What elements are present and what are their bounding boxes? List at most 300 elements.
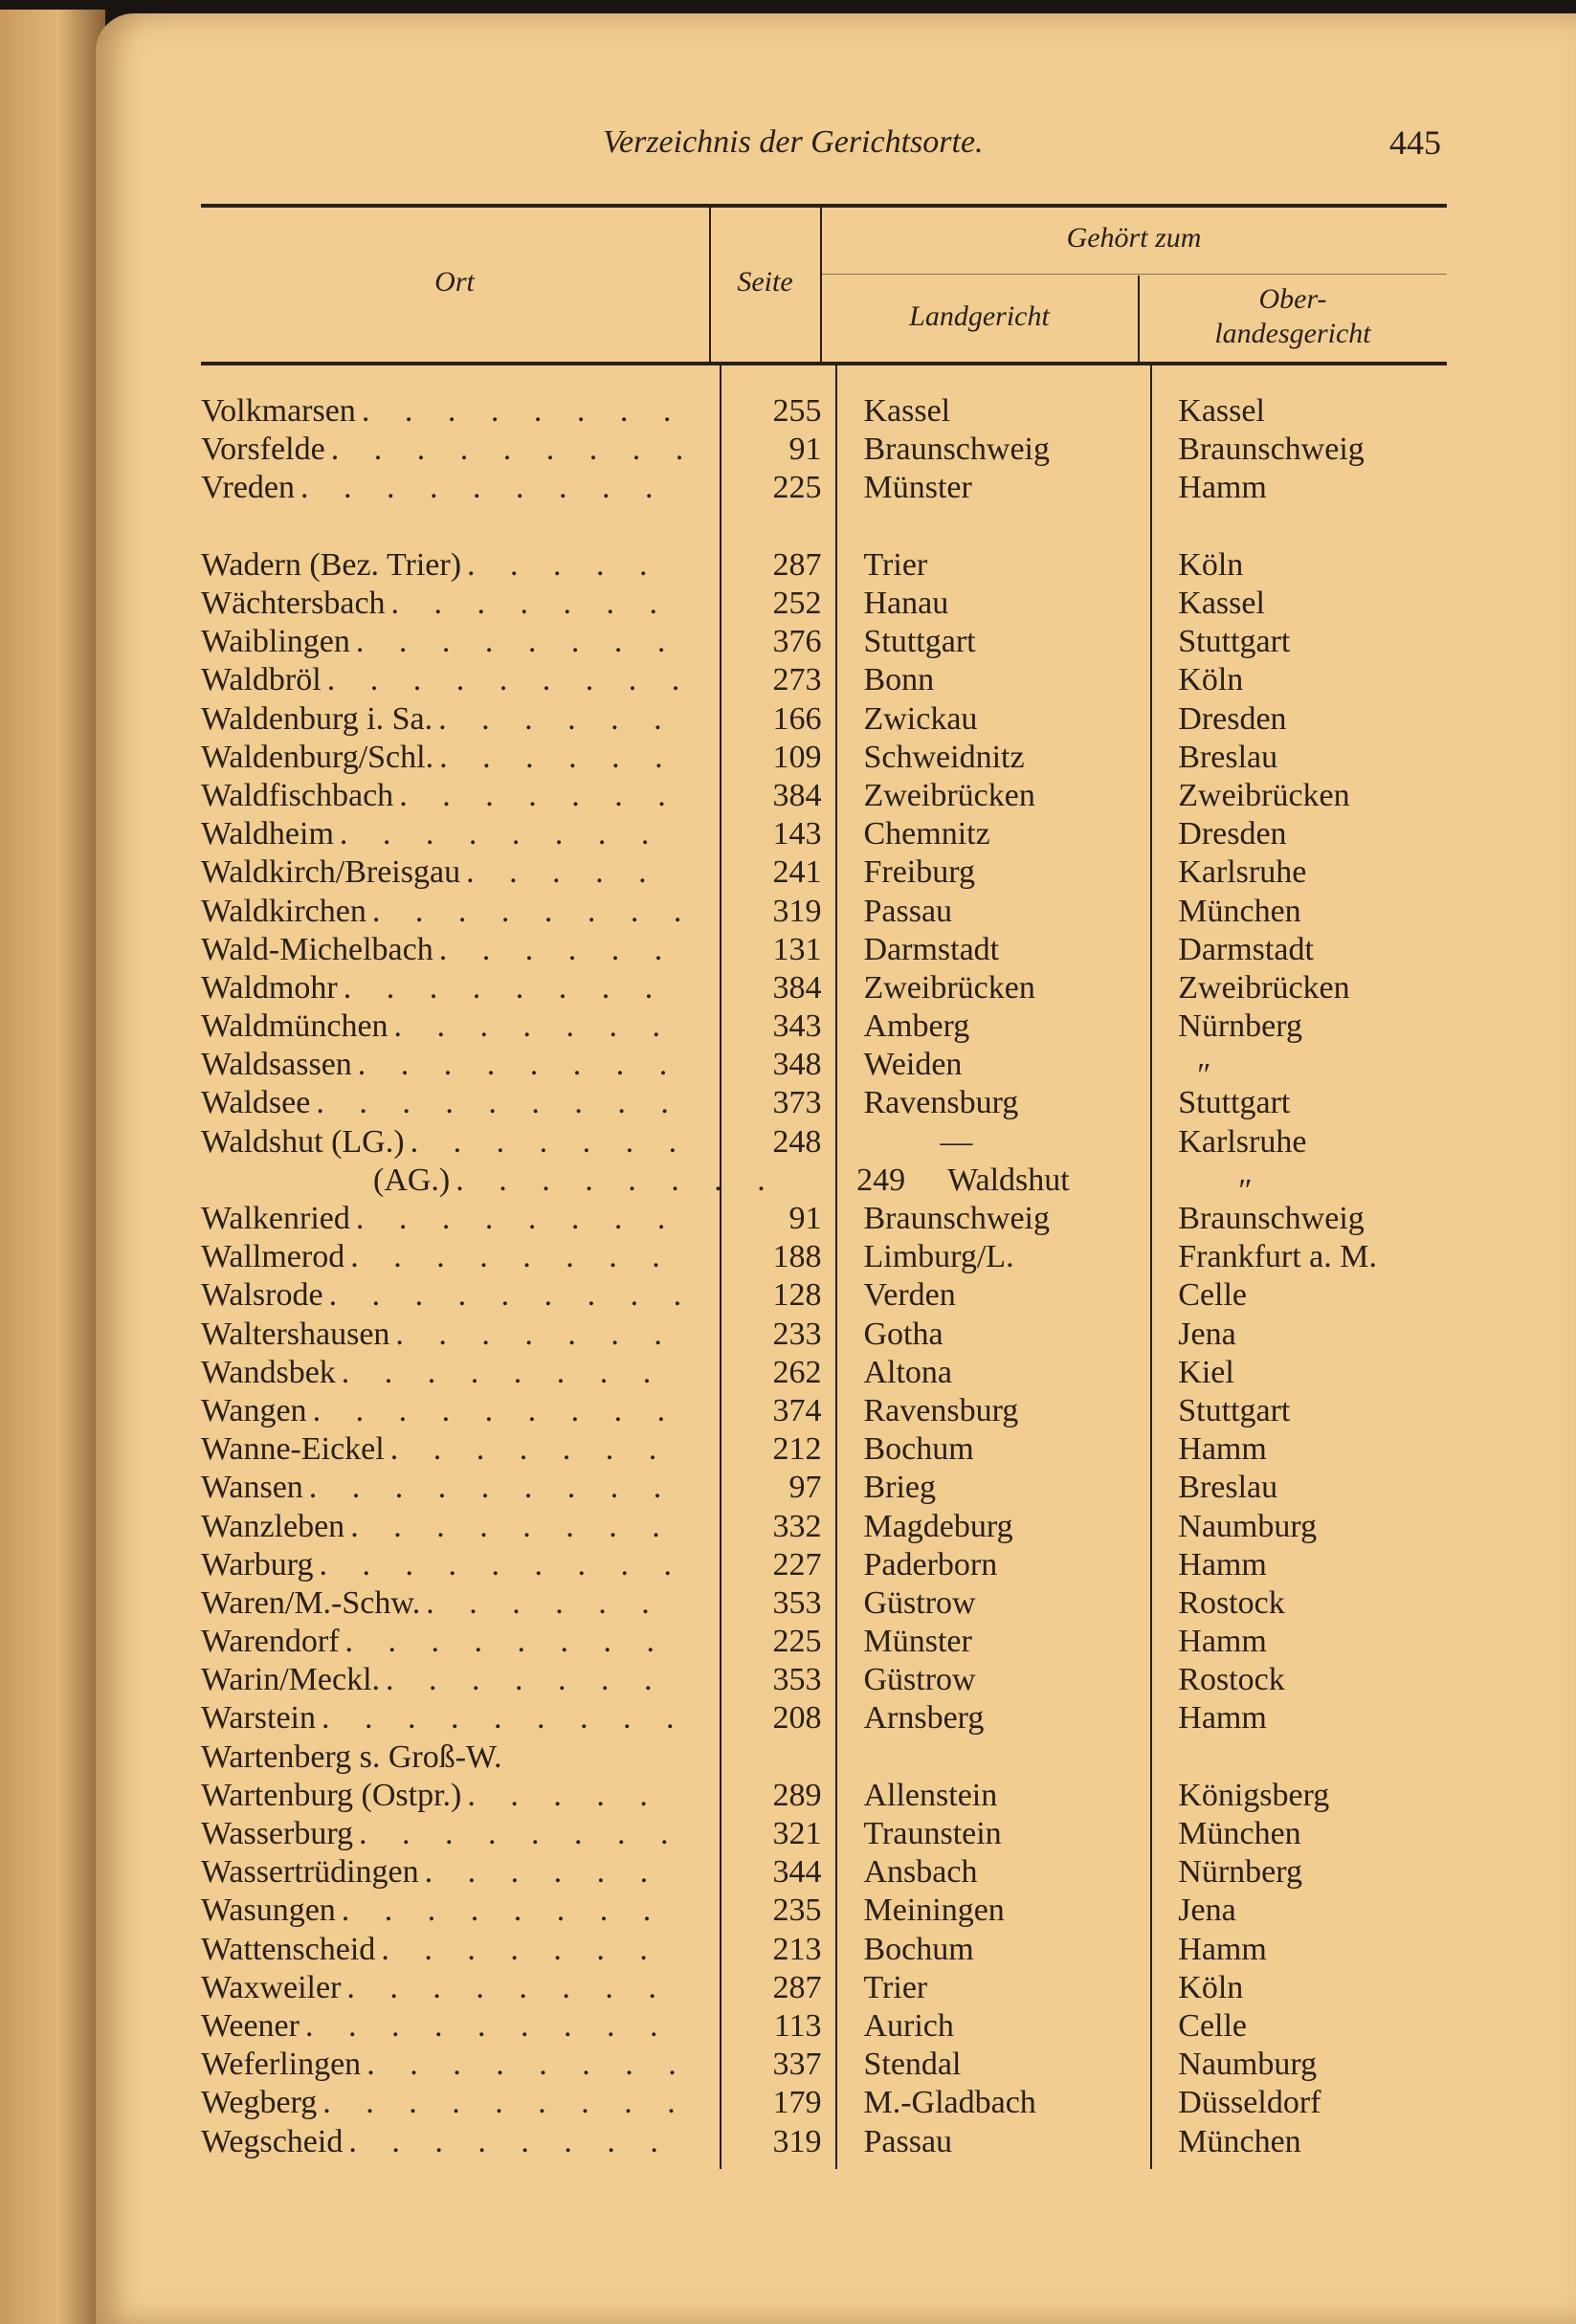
cell-seite: 212: [772, 1431, 822, 1468]
place-name: Wald-Michelbach: [201, 931, 433, 967]
table-row: [201, 392, 1474, 431]
dot-leader: [336, 1354, 682, 1392]
cell-seite: 344: [772, 1854, 822, 1891]
cell-ort: [201, 815, 682, 853]
cell-ort: [201, 1738, 682, 1777]
facing-page-edge: [0, 10, 105, 2324]
cell-landgericht: Stendal: [863, 2047, 962, 2083]
cell-oberlandesgericht: Nürnberg: [1178, 1854, 1302, 1891]
cell-seite: 227: [772, 1546, 822, 1583]
cell-landgericht: Kassel: [863, 393, 951, 430]
dot-leader: [460, 853, 682, 892]
cell-seite: 353: [772, 1662, 822, 1698]
dot-leader: [336, 1892, 682, 1930]
cell-ort: [201, 931, 682, 969]
dot-leader: [317, 2084, 682, 2122]
place-name: Waldshut (LG.): [201, 1123, 405, 1160]
cell-seite: 235: [772, 1892, 822, 1929]
dot-leader: [353, 1815, 682, 1853]
cell-seite: 166: [772, 700, 822, 737]
table-row: [201, 853, 1474, 892]
cell-ort: [201, 1007, 682, 1046]
cell-landgericht: Braunschweig: [863, 432, 1050, 468]
cell-ort: [201, 1931, 682, 1969]
table-row: [201, 1084, 1474, 1122]
table-row: [201, 2046, 1474, 2084]
cell-ort: [201, 1162, 783, 1200]
cell-seite: 252: [772, 586, 822, 622]
cell-ort: [201, 777, 682, 815]
place-name: Wansen: [201, 1470, 303, 1506]
dot-leader: [433, 931, 682, 969]
place-name: Waldmünchen: [201, 1008, 388, 1045]
cell-oberlandesgericht: Jena: [1178, 1316, 1236, 1352]
cell-oberlandesgericht: Kiel: [1178, 1354, 1234, 1390]
cell-ort: [201, 661, 682, 699]
dot-leader: [361, 2046, 682, 2084]
cell-oberlandesgericht: Köln: [1178, 546, 1244, 583]
cell-ort: [201, 969, 682, 1007]
cell-landgericht: Hanau: [863, 586, 949, 622]
place-name: Waldsee: [201, 1085, 311, 1121]
cell-seite: 376: [772, 624, 822, 660]
table-row: [201, 739, 1474, 777]
cell-seite: 113: [773, 2007, 822, 2044]
cell-oberlandesgericht: Karlsruhe: [1178, 854, 1307, 891]
cell-ort: [201, 1238, 682, 1276]
cell-seite: 233: [772, 1316, 822, 1352]
cell-seite: 91: [788, 1201, 822, 1237]
table-row: [201, 1699, 1474, 1737]
cell-seite: 384: [772, 969, 822, 1006]
dot-leader: [350, 1200, 682, 1238]
page-number: 445: [1389, 123, 1441, 162]
header-line-2: landesgericht: [1214, 318, 1371, 349]
cell-landgericht: Chemnitz: [863, 816, 990, 852]
cell-ort: [201, 1354, 682, 1392]
column-header-ort: Ort: [434, 266, 475, 298]
dot-leader: [350, 623, 682, 661]
cell-oberlandesgericht: ″: [1197, 1057, 1211, 1094]
table-row: [201, 585, 1474, 623]
table-row: [201, 2122, 1474, 2160]
dot-leader: [356, 392, 682, 431]
cell-oberlandesgericht: Hamm: [1178, 1700, 1267, 1737]
dot-leader: [386, 585, 682, 623]
cell-landgericht: Meiningen: [863, 1892, 1005, 1929]
place-name: Waxweiler: [201, 1969, 342, 2005]
cell-ort: [201, 1777, 682, 1815]
cell-oberlandesgericht: Naumburg: [1178, 2047, 1318, 2083]
cell-oberlandesgericht: ″: [1238, 1172, 1253, 1208]
cell-oberlandesgericht: Stuttgart: [1178, 1085, 1291, 1121]
cell-seite: 143: [772, 816, 822, 852]
place-name: Wasserburg: [201, 1816, 354, 1852]
table-body: [201, 392, 1474, 2161]
cell-ort: [201, 1392, 682, 1430]
cell-oberlandesgericht: Hamm: [1178, 1931, 1267, 1967]
dot-leader: [433, 739, 682, 777]
dot-leader: [385, 1430, 682, 1469]
cell-oberlandesgericht: Hamm: [1178, 470, 1267, 506]
cell-ort: [201, 1892, 682, 1930]
table-row: [201, 1392, 1474, 1430]
table-row: [201, 1046, 1474, 1094]
dot-leader: [419, 1853, 682, 1892]
cell-landgericht: Verden: [863, 1277, 956, 1314]
dot-leader: [307, 1392, 682, 1430]
dot-leader: [334, 815, 682, 853]
cell-ort: [201, 1200, 682, 1238]
cell-ort: [201, 1276, 682, 1315]
table-row: [201, 931, 1474, 969]
cell-ort: [201, 585, 682, 623]
cell-seite: 109: [772, 739, 822, 775]
table-row: [201, 661, 1474, 699]
cell-oberlandesgericht: Hamm: [1178, 1431, 1267, 1468]
cell-seite: 248: [772, 1123, 822, 1160]
cell-ort: [201, 1584, 682, 1623]
table-row: [201, 1469, 1474, 1507]
cell-landgericht: —: [940, 1123, 973, 1160]
cell-ort: [201, 1969, 682, 2007]
column-header-oberlandesgericht: [1139, 282, 1447, 351]
column-header-gehoert-zum: Gehört zum: [1066, 222, 1202, 254]
place-name: Wanzleben: [201, 1508, 345, 1544]
dot-leader: [420, 1584, 682, 1623]
cell-ort: [201, 1469, 682, 1507]
cell-ort: [201, 1123, 682, 1162]
cell-landgericht: Allenstein: [863, 1777, 998, 1813]
place-name: Volkmarsen: [201, 393, 356, 430]
place-name: Waldbröl: [201, 662, 322, 698]
cell-oberlandesgericht: Frankfurt a. M.: [1178, 1239, 1378, 1275]
cell-landgericht: Braunschweig: [863, 1201, 1050, 1237]
cell-landgericht: Stuttgart: [863, 624, 976, 660]
cell-oberlandesgericht: Celle: [1178, 1277, 1248, 1314]
dot-leader: [344, 1238, 682, 1276]
cell-ort: [201, 1508, 682, 1546]
cell-landgericht: Altona: [863, 1354, 953, 1390]
cell-landgericht: Freiburg: [863, 854, 975, 891]
cell-ort: [201, 2123, 682, 2161]
table-row: [201, 623, 1474, 661]
cell-oberlandesgericht: Naumburg: [1178, 1508, 1318, 1544]
cell-oberlandesgericht: Königsberg: [1178, 1777, 1330, 1813]
cell-seite: 321: [772, 1816, 822, 1852]
cell-landgericht: Ravensburg: [863, 1085, 1019, 1121]
cell-oberlandesgericht: Kassel: [1178, 586, 1265, 622]
cell-seite: 287: [772, 1969, 822, 2005]
cell-oberlandesgericht: Braunschweig: [1178, 1201, 1365, 1237]
cell-oberlandesgericht: Stuttgart: [1178, 624, 1291, 660]
dot-leader: [310, 1084, 682, 1122]
cell-oberlandesgericht: Karlsruhe: [1178, 1123, 1307, 1160]
table-row: [201, 1238, 1474, 1276]
table-top-rule: [201, 204, 1447, 208]
dot-leader: [450, 1162, 783, 1200]
cell-oberlandesgericht: München: [1178, 893, 1301, 929]
cell-landgericht: M.-Gladbach: [863, 2085, 1036, 2121]
place-name: Waldmohr: [201, 969, 338, 1006]
cell-landgericht: Darmstadt: [863, 931, 1000, 967]
cell-seite: 188: [772, 1239, 822, 1275]
table-row: [201, 2084, 1474, 2122]
cell-seite: 332: [772, 1508, 822, 1544]
cell-ort: [201, 392, 682, 431]
cell-landgericht: Passau: [863, 2123, 953, 2159]
table-row: [201, 892, 1474, 930]
place-name: Waldfischbach: [201, 777, 394, 813]
cell-seite: 241: [772, 854, 822, 891]
table-row: [201, 1853, 1474, 1892]
cell-seite: 213: [772, 1931, 822, 1967]
place-name: Wallmerod: [201, 1239, 345, 1275]
place-name: (AG.): [373, 1162, 451, 1198]
table-row: [201, 969, 1474, 1007]
place-name: Waldkirchen: [201, 893, 366, 929]
cell-oberlandesgericht: München: [1178, 2123, 1301, 2159]
cell-oberlandesgericht: Rostock: [1178, 1662, 1285, 1698]
cell-landgericht: Gotha: [863, 1316, 943, 1352]
place-name: Wandsbek: [201, 1354, 336, 1390]
dot-leader: [433, 700, 682, 739]
table-row: [201, 1815, 1474, 1853]
column-header-seite: Seite: [737, 266, 793, 298]
place-name: Waltershausen: [201, 1316, 390, 1352]
cell-seite: 97: [788, 1470, 822, 1506]
dot-leader: [461, 1777, 682, 1815]
place-name: Waldheim: [201, 816, 334, 852]
cell-landgericht: Traunstein: [863, 1816, 1002, 1852]
place-name: Waldenburg/Schl.: [201, 739, 434, 775]
cell-oberlandesgericht: Hamm: [1178, 1546, 1267, 1583]
place-name: Wegscheid: [201, 2123, 344, 2159]
cell-landgericht: Ravensburg: [863, 1392, 1019, 1428]
place-name: Waren/M.-Schw.: [201, 1584, 421, 1621]
dot-leader: [303, 1469, 682, 1507]
dot-leader: [341, 1969, 682, 2007]
header-line-1: Ober-: [1258, 283, 1327, 315]
cell-ort: [201, 1623, 682, 1661]
cell-seite: 249: [856, 1162, 906, 1198]
table-row: [201, 1200, 1474, 1238]
cell-landgericht: Schweidnitz: [863, 739, 1025, 775]
table-row: [201, 1162, 1474, 1208]
cell-ort: [201, 1815, 682, 1853]
dot-leader: [393, 777, 682, 815]
cell-seite: 353: [772, 1584, 822, 1621]
cell-oberlandesgericht: Köln: [1178, 1969, 1244, 2005]
place-name: Warendorf: [201, 1624, 340, 1660]
cell-landgericht: Münster: [863, 1624, 972, 1660]
place-name: Wanne-Eickel: [201, 1431, 385, 1468]
cell-oberlandesgericht: Dresden: [1178, 816, 1287, 852]
cell-landgericht: Bochum: [863, 1931, 974, 1967]
cell-seite: 225: [772, 470, 822, 506]
table-row: [201, 1738, 1474, 1777]
table-row: [201, 1777, 1474, 1815]
table-row: [201, 1584, 1474, 1623]
cell-oberlandesgericht: Darmstadt: [1178, 931, 1314, 967]
cell-ort: [201, 1430, 682, 1469]
table-row: [201, 1546, 1474, 1584]
cell-ort: [201, 1699, 682, 1737]
cell-oberlandesgericht: Celle: [1178, 2007, 1248, 2044]
place-name: Vorsfelde: [201, 432, 325, 468]
cell-landgericht: Amberg: [863, 1008, 970, 1045]
table-row: [201, 1430, 1474, 1469]
place-name: Warburg: [201, 1546, 314, 1583]
place-name: Wassertrüdingen: [201, 1854, 419, 1891]
cell-seite: 319: [772, 2123, 822, 2159]
cell-landgericht: Arnsberg: [863, 1700, 985, 1737]
cell-oberlandesgericht: Rostock: [1178, 1584, 1285, 1621]
cell-seite: 91: [788, 432, 822, 468]
place-name: Walkenried: [201, 1201, 350, 1237]
table-row: [201, 1316, 1474, 1354]
dot-leader: [314, 1546, 682, 1584]
cell-ort: [201, 1046, 682, 1084]
table-row: [201, 469, 1474, 507]
cell-ort: [201, 431, 682, 469]
cell-oberlandesgericht: Zweibrücken: [1178, 969, 1350, 1006]
cell-oberlandesgericht: Breslau: [1178, 739, 1278, 775]
dot-leader: [295, 469, 682, 507]
cell-ort: [201, 2007, 682, 2046]
table-row: [201, 431, 1474, 469]
cell-oberlandesgericht: München: [1178, 1816, 1301, 1852]
cell-seite: 343: [772, 1008, 822, 1045]
dot-leader: [366, 893, 682, 931]
dot-leader: [340, 1623, 682, 1661]
dot-leader: [316, 1699, 682, 1737]
cell-seite: 208: [772, 1700, 822, 1737]
place-name: Wangen: [201, 1392, 307, 1428]
table-row: [201, 1931, 1474, 1969]
cell-landgericht: Passau: [863, 893, 953, 929]
cell-ort: [201, 623, 682, 661]
place-name: Warstein: [201, 1700, 316, 1737]
place-name: Waldkirch/Breisgau: [201, 854, 461, 891]
cell-landgericht: Zweibrücken: [863, 777, 1035, 813]
place-name: Waldenburg i. Sa.: [201, 700, 433, 737]
cell-ort: [201, 546, 682, 585]
cell-ort: [201, 2046, 682, 2084]
cell-landgericht: Paderborn: [863, 1546, 998, 1583]
cell-seite: 273: [772, 662, 822, 698]
cell-seite: 384: [772, 777, 822, 813]
cell-landgericht: Ansbach: [863, 1854, 978, 1891]
cell-ort: [201, 893, 682, 931]
place-name: Wegberg: [201, 2085, 318, 2121]
cell-ort: [201, 469, 682, 507]
cell-ort: [201, 2084, 682, 2122]
dot-leader: [343, 2123, 682, 2161]
cell-landgericht: Trier: [863, 1969, 928, 2005]
cell-seite: 262: [772, 1354, 822, 1390]
cell-seite: 348: [772, 1047, 822, 1083]
cell-seite: 374: [772, 1392, 822, 1428]
cell-oberlandesgericht: Dresden: [1178, 700, 1287, 737]
cell-oberlandesgericht: Breslau: [1178, 1470, 1278, 1506]
table-row: [201, 1661, 1474, 1699]
cell-landgericht: Güstrow: [863, 1584, 976, 1621]
table-row: [201, 546, 1474, 585]
cell-seite: 179: [772, 2085, 822, 2121]
dot-leader: [352, 1046, 682, 1084]
dot-leader: [388, 1007, 682, 1046]
table-row: [201, 1623, 1474, 1661]
cell-oberlandesgericht: Jena: [1178, 1892, 1236, 1929]
cell-seite: 319: [772, 893, 822, 929]
cell-oberlandesgericht: Zweibrücken: [1178, 777, 1350, 813]
group-spacer: [201, 508, 1474, 546]
cell-ort: [201, 1853, 682, 1892]
dot-leader: [338, 969, 682, 1007]
cell-oberlandesgericht: Düsseldorf: [1178, 2085, 1321, 2121]
cell-landgericht: Bonn: [863, 662, 935, 698]
dot-leader: [461, 546, 682, 585]
cell-seite: 373: [772, 1085, 822, 1121]
place-name: Wasungen: [201, 1892, 336, 1929]
cell-seite: 128: [772, 1277, 822, 1314]
cell-landgericht: Limburg/L.: [863, 1239, 1014, 1275]
place-name: Wartenberg s. Groß-W.: [201, 1738, 502, 1775]
dot-leader: [375, 1931, 682, 1969]
table-row: [201, 777, 1474, 815]
table-row: [201, 1892, 1474, 1930]
cell-oberlandesgericht: Köln: [1178, 662, 1244, 698]
cell-landgericht: Magdeburg: [863, 1508, 1013, 1544]
place-name: Weener: [201, 2007, 300, 2044]
place-name: Waiblingen: [201, 624, 350, 660]
cell-landgericht: Bochum: [863, 1431, 974, 1468]
header-bottom-rule: [201, 362, 1447, 365]
cell-seite: 131: [772, 931, 822, 967]
table-row: [201, 1507, 1474, 1545]
cell-oberlandesgericht: Nürnberg: [1178, 1008, 1302, 1045]
cell-ort: [201, 1661, 682, 1699]
cell-ort: [201, 1316, 682, 1354]
dot-leader: [405, 1123, 682, 1162]
cell-landgericht: Waldshut: [947, 1162, 1070, 1198]
place-name: Walsrode: [201, 1277, 323, 1314]
dot-leader: [380, 1661, 682, 1699]
table-row: [201, 2007, 1474, 2046]
running-title: Verzeichnis der Gerichtsorte.: [603, 124, 984, 160]
cell-seite: 225: [772, 1624, 822, 1660]
dot-leader: [323, 1276, 682, 1315]
cell-seite: 287: [772, 546, 822, 583]
table-row: [201, 700, 1474, 739]
column-header-landgericht: Landgericht: [909, 300, 1050, 332]
cell-landgericht: Zwickau: [863, 700, 978, 737]
table-row: [201, 1354, 1474, 1392]
cell-oberlandesgericht: Braunschweig: [1178, 432, 1365, 468]
cell-ort: [201, 1084, 682, 1122]
cell-seite: 255: [772, 393, 822, 430]
cell-ort: [201, 700, 682, 739]
dot-leader: [325, 431, 682, 469]
cell-oberlandesgericht: Stuttgart: [1178, 1392, 1291, 1428]
dot-leader: [300, 2007, 682, 2046]
subheader-rule: [821, 274, 1447, 275]
table-row: [201, 1276, 1474, 1315]
place-name: Wächtersbach: [201, 586, 386, 622]
cell-landgericht: Münster: [863, 470, 972, 506]
place-name: Wartenburg (Ostpr.): [201, 1777, 462, 1813]
